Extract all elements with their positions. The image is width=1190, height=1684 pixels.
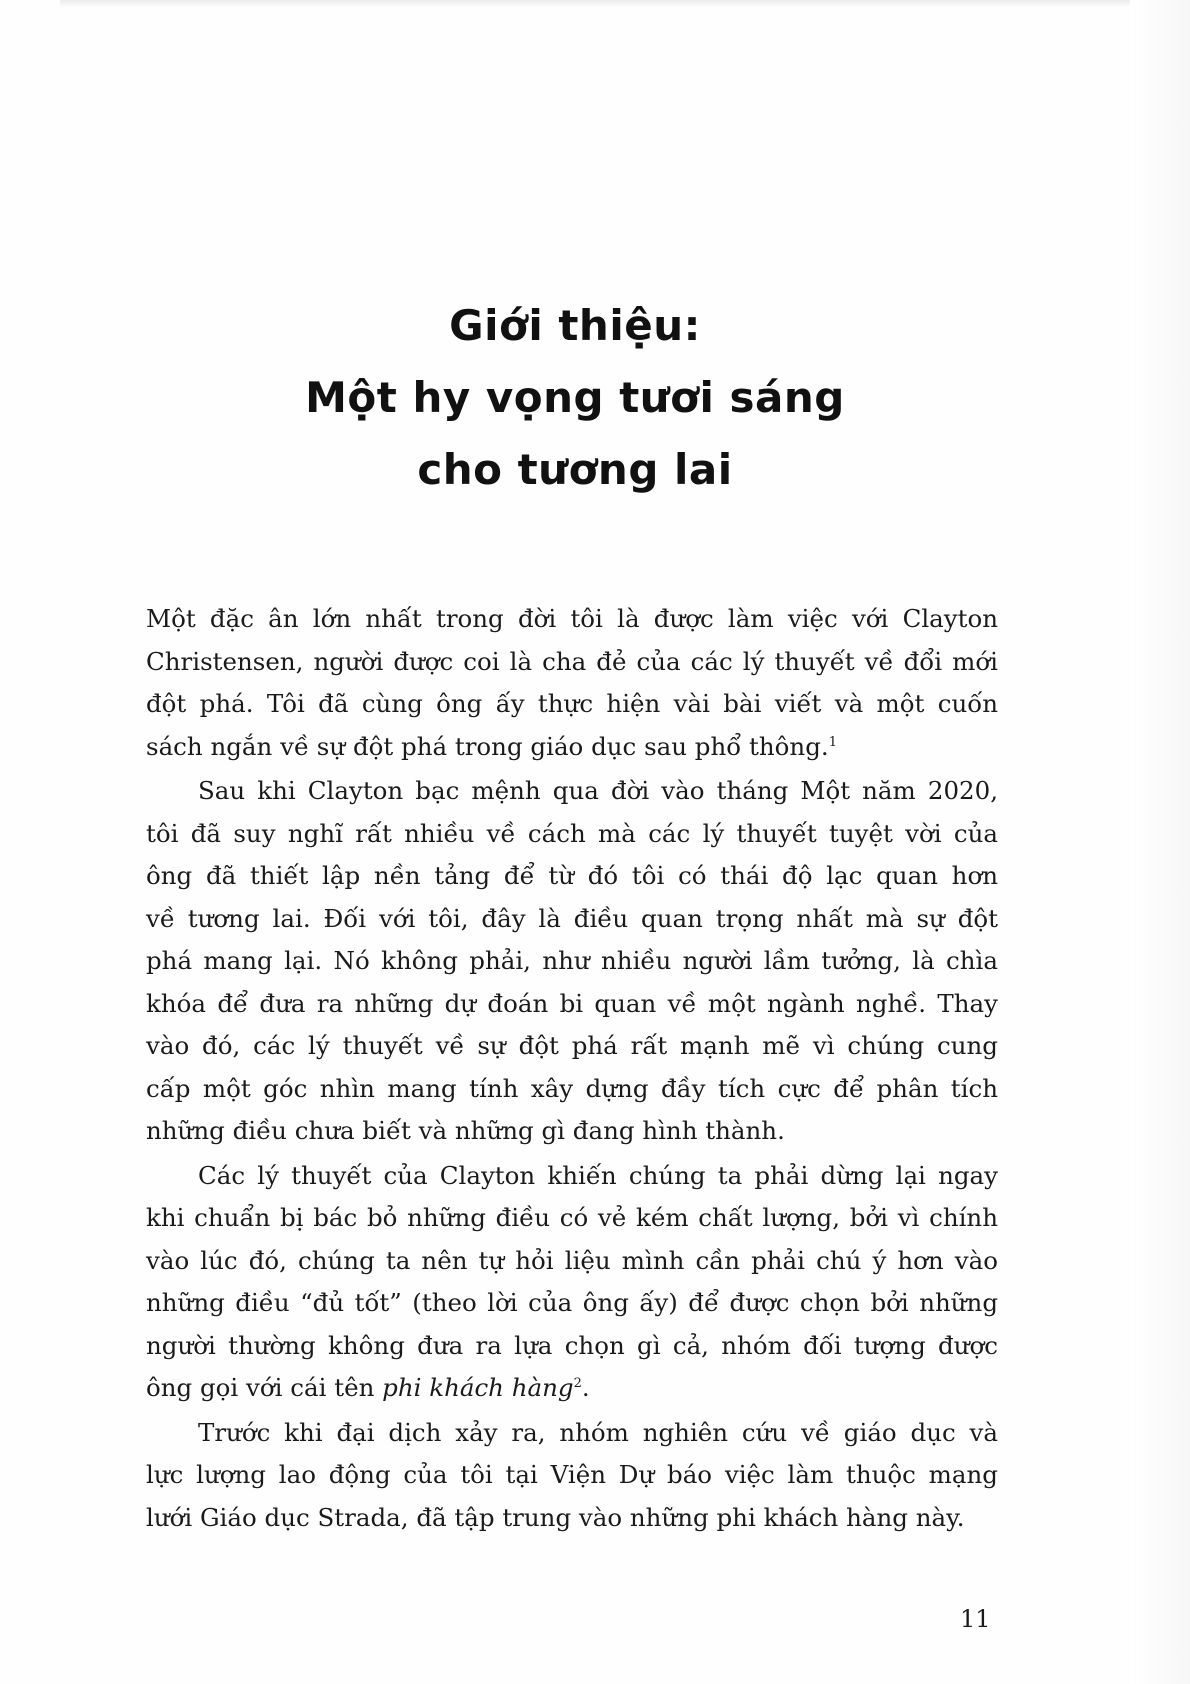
text-line: lực lượng lao động của tôi tại Viện Dự báo việc làm thuộc mạng bbox=[146, 1460, 998, 1489]
chapter-title-line: cho tương lai bbox=[417, 445, 733, 494]
text-line: đột phá. Tôi đã cùng ông ấy thực hiện vài bài viết và một cuốn bbox=[146, 689, 998, 718]
paragraph bbox=[146, 598, 998, 768]
text-line: Christensen, người được coi là cha đẻ của các lý thuyết về đổi mới bbox=[146, 646, 998, 676]
text-line: tôi đã suy nghĩ rất nhiều về cách mà các lý thuyết tuyệt vời của bbox=[146, 818, 998, 848]
text-line: phá mang lại. Nó không phải, như nhiều người lầm tưởng, là chìa bbox=[146, 946, 998, 975]
footnote-marker: 2 bbox=[573, 1375, 582, 1391]
page-edge-shadow bbox=[60, 0, 1130, 8]
paragraph bbox=[146, 1155, 998, 1410]
text-line: khi chuẩn bị bác bỏ những điều có vẻ kém chất lượng, bởi vì chính bbox=[146, 1203, 998, 1232]
text-line: những điều chưa biết và những gì đang hình thành. bbox=[146, 1116, 785, 1145]
text-fragment: ông gọi với cái tên bbox=[146, 1373, 383, 1402]
text-line: vào đó, các lý thuyết về sự đột phá rất mạnh mẽ vì chúng cung bbox=[146, 1031, 998, 1060]
page-number: 11 bbox=[960, 1605, 991, 1633]
text-line: vào lúc đó, chúng ta nên tự hỏi liệu mình cần phải chú ý hơn vào bbox=[146, 1245, 998, 1275]
chapter-title bbox=[0, 290, 1150, 506]
text-line: những điều “đủ tốt” (theo lời của ông ấy) để được chọn bởi những bbox=[146, 1288, 998, 1317]
text-line: khóa để đưa ra những dự đoán bi quan về một ngành nghề. Thay bbox=[146, 988, 998, 1018]
text-line: về tương lai. Đối với tôi, đây là điều quan trọng nhất mà sự đột bbox=[146, 903, 998, 933]
text-line: lưới Giáo dục Strada, đã tập trung vào những phi khách hàng này. bbox=[146, 1502, 965, 1532]
paragraph bbox=[146, 1412, 998, 1540]
text-line: ông đã thiết lập nền tảng để từ đó tôi có thái độ lạc quan hơn bbox=[146, 861, 998, 890]
text-line: Các lý thuyết của Clayton khiến chúng ta phải dừng lại ngay bbox=[198, 1160, 998, 1190]
text-fragment: sách ngắn về sự đột phá trong giáo dục sau phổ thông. bbox=[146, 731, 829, 761]
text-line: Sau khi Clayton bạc mệnh qua đời vào tháng Một năm 2020, bbox=[198, 776, 998, 805]
body-text bbox=[146, 598, 998, 1541]
text-line: người thường không đưa ra lựa chọn gì cả, nhóm đối tượng được bbox=[146, 1330, 998, 1360]
text-line bbox=[146, 1367, 998, 1410]
text-line bbox=[146, 726, 998, 769]
page-edge-shadow-right bbox=[1130, 0, 1190, 1684]
chapter-title-line: Một hy vọng tươi sáng bbox=[305, 373, 845, 422]
text-fragment: . bbox=[581, 1373, 590, 1402]
paragraph bbox=[146, 770, 998, 1153]
text-line: Một đặc ân lớn nhất trong đời tôi là được làm việc với Clayton bbox=[146, 604, 998, 633]
text-line: Trước khi đại dịch xảy ra, nhóm nghiên cứu về giáo dục và bbox=[198, 1417, 998, 1447]
italic-term: phi khách hàng bbox=[382, 1373, 574, 1402]
text-line: cấp một góc nhìn mang tính xây dựng đầy tích cực để phân tích bbox=[146, 1073, 998, 1103]
footnote-marker: 1 bbox=[828, 734, 837, 750]
chapter-title-line: Giới thiệu: bbox=[449, 301, 701, 350]
